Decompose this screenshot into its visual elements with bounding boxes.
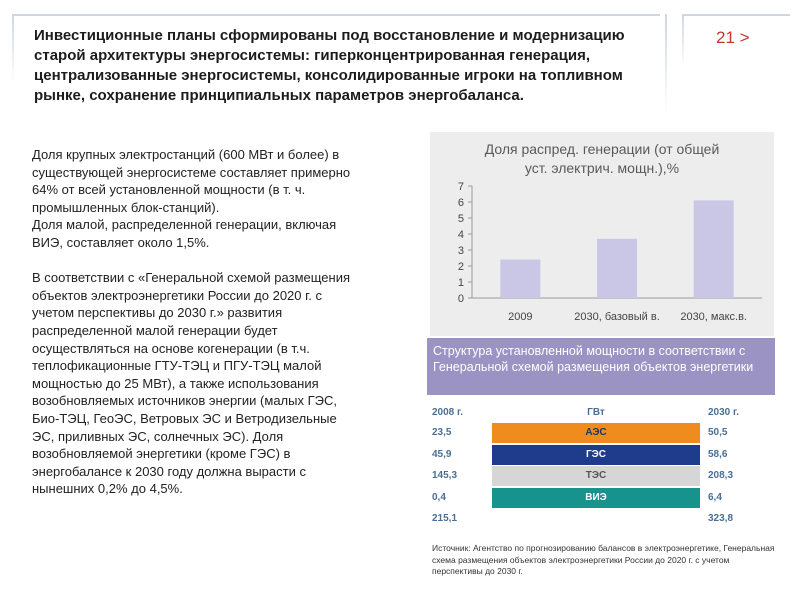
header-unit: ГВт bbox=[587, 407, 605, 418]
y-tick-label: 4 bbox=[457, 229, 464, 241]
bar-1 bbox=[597, 239, 637, 298]
header-2030: 2030 г. bbox=[708, 407, 739, 418]
value-2008: 45,9 bbox=[432, 448, 452, 460]
table-row bbox=[428, 488, 774, 508]
value-2030: 6,4 bbox=[708, 491, 722, 503]
value-2008: 23,5 bbox=[432, 427, 452, 438]
paragraph-general-scheme: В соответствии с «Генеральной схемой размещения объектов электроэнергетики России до 2020 г. с учетом перспективы до 2030 г.» развития распределенной малой генерации будет осуществляться на основе когенерации (в т.ч. теплофикационные ГТУ-ТЭЦ и ПГУ-ТЭЦ малой мощностью до 25 МВт), а также использования возобновляемых источников энергии (малых ГЭС, Био-ТЭЦ, ГеоЭС, Ветровых ЭС и Ветродизельные ЭС, приливных ЭС, солнечных ЭС). Доля возобновляемой энергетики (кроме ГЭС) в энергобалансе к 2030 году должна вырасти с нынешних 0,2% до 4,5%. bbox=[32, 270, 350, 497]
distributed-generation-chart bbox=[430, 132, 774, 336]
x-tick-label: 2030, базовый в. bbox=[574, 311, 660, 323]
plant-type-bar: АЭС bbox=[492, 423, 700, 443]
y-tick-label: 5 bbox=[457, 213, 464, 225]
capacity-structure-table bbox=[428, 403, 774, 528]
y-tick-label: 2 bbox=[457, 261, 464, 273]
total-2008: 215,1 bbox=[432, 513, 458, 524]
chart-title-line-2: уст. электрич. мощн.),% bbox=[524, 160, 680, 176]
y-tick-label: 0 bbox=[457, 293, 464, 305]
bar-0 bbox=[500, 260, 540, 298]
value-2030: 58,6 bbox=[708, 448, 728, 460]
plant-type-bar: ТЭС bbox=[492, 466, 700, 486]
header-2008: 2008 г. bbox=[432, 407, 463, 418]
value-2030: 50,5 bbox=[708, 427, 728, 438]
paragraph-small-generation: Доля малой, распределенной генерации, включая ВИЭ, составляет около 1,5%. bbox=[32, 217, 337, 250]
frame-line-left bbox=[12, 14, 14, 84]
table-row bbox=[428, 466, 774, 486]
slide-title: Инвестиционные планы сформированы под восстановление и модернизацию старой архитектуры энергосистемы: гиперконцентрированная генерация, централизованные энергосистемы, консолидированные игроки на топливном рынке, сохранение принципиальных параметров энергобаланса. bbox=[34, 27, 625, 104]
value-2008: 0,4 bbox=[432, 491, 446, 503]
table-row bbox=[428, 445, 774, 465]
bar-2 bbox=[694, 200, 734, 298]
y-tick-label: 1 bbox=[457, 277, 464, 289]
y-tick-label: 6 bbox=[457, 197, 464, 209]
structure-caption: Структура установленной мощности в соответствии с Генеральной схемой размещения объектов энергетики bbox=[427, 338, 775, 395]
x-tick-label: 2009 bbox=[508, 311, 533, 323]
source-note: Источник: Агентство по прогнозированию балансов в электроэнергетике, Генеральная схема размещения объектов электроэнергетики России до 2020 г. с учетом перспективы до 2030 г. bbox=[432, 543, 775, 576]
table-row bbox=[428, 423, 774, 443]
frame-line-divider bbox=[665, 14, 667, 114]
x-tick-label: 2030, макс.в. bbox=[680, 311, 747, 323]
paragraph-large-plants: Доля крупных электростанций (600 МВт и более) в существующей энергосистеме составляет примерно 64% от всей установленной мощности (в т. ч. промышленных блок-станций). bbox=[32, 147, 351, 215]
frame-line-right bbox=[682, 14, 684, 69]
value-2008: 145,3 bbox=[432, 470, 458, 481]
value-2030: 208,3 bbox=[708, 470, 734, 481]
chart-title-line-1: Доля распред. генерации (от общей bbox=[484, 141, 720, 157]
table-total-row bbox=[428, 509, 774, 529]
y-tick-label: 3 bbox=[457, 245, 464, 257]
y-tick-label: 7 bbox=[457, 181, 464, 193]
frame-line-top bbox=[12, 14, 660, 16]
chart-plot bbox=[430, 132, 774, 336]
total-2030: 323,8 bbox=[708, 513, 734, 524]
body-text bbox=[32, 146, 362, 498]
page-number[interactable]: 21 > bbox=[716, 28, 750, 47]
frame-line-top-right bbox=[682, 14, 790, 16]
plant-type-bar: ВИЭ bbox=[492, 488, 700, 508]
table-header-row bbox=[428, 403, 774, 423]
plant-type-bar: ГЭС bbox=[492, 445, 700, 465]
